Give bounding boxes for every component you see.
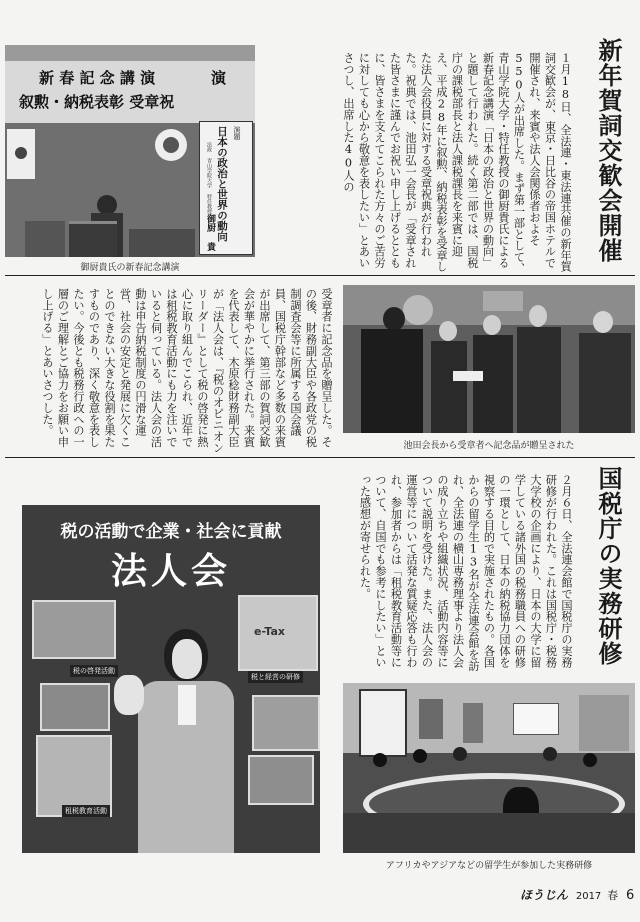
new-year-continued: 受章者に記念品を贈呈した。その後、財務副大臣や各政党の税制調査会等に所属する国会議員、国税庁幹部など多数の来賓が出席して、第三部の賀詞交歓会が華やかに挙行された。来賓を代表して、木原稔財務副大臣が「法人会は、『税のオピニオンリーダー』として税の啓発に熱心に取り組んでこられ、近年では租税教育活動にも力を注いでいると伺っている。法人会の活動は申告納税制度の円滑な運営、社会の安定と発展に欠くことのできない大きな役割を果たすものであり、深く敬意を表したい。今後とも税務行政への一層のご理解とご協力をお願い申し上げる」とあいさつした。	[41, 288, 333, 454]
page-footer	[520, 886, 635, 906]
lecture-sign-speaker: 御厨 貴	[205, 214, 215, 251]
houjinkai-ad	[22, 505, 320, 853]
podium	[69, 221, 117, 257]
training-caption: アフリカやアジアなどの留学生が参加した実務研修	[385, 861, 593, 871]
lecture-sign-affil: 法政 青山学院大学 特任教授	[206, 142, 212, 214]
divider-middle	[5, 457, 635, 458]
ad-label-3: 租税教育活動	[62, 805, 110, 817]
lecture-sign	[199, 121, 253, 255]
ad-name: 法人会	[110, 551, 231, 592]
lecture-caption: 御厨貴氏の新春記念講演	[80, 263, 180, 273]
ad-label-2: 税と経営の研修	[248, 671, 303, 683]
training-photo	[343, 683, 635, 853]
divider-top	[5, 275, 635, 276]
ad-label-1: 税の啓発活動	[70, 665, 118, 677]
training-body: ２月６日、全法連会館で国税庁の実務研修が行われた。これは国税庁・税務大学校の企画により、日本の大学に留学している諸外国の税務職員への研修の一環として、日本の納税協力団体を視察する目的で実施されたもの。各国からの留学生13名が全法連会館を訪れ、全法連の横山専務理事より法人会の成り立ちや組織状況、活動内容等について説明を受けた。また、法人会の運営等について活発な質疑応答も行われ、参加者からは「租税教育活動等について、自国でも参考にしたい」といった感想が寄せられた。	[358, 474, 573, 672]
lecture-banner-right: 演	[211, 69, 227, 87]
page-number: 6	[625, 888, 635, 903]
flag	[7, 129, 35, 179]
training-title: 国税庁の実務研修	[594, 466, 622, 666]
award-photo	[343, 285, 635, 433]
lecture-sign-title: 日本の政治と世界の動向	[216, 126, 228, 242]
speaker	[97, 195, 117, 215]
lecture-sign-small: 演題	[233, 126, 241, 140]
lecture-banner	[5, 61, 255, 123]
lecture-banner-line1: 新 春 記 念 講 演	[39, 69, 156, 87]
new-year-body: １月18日、全法連・東法連共催の新年賀詞交歓会が、東京・日比谷の帝国ホテルで開催され、来賓や法人会関係者およそ550人が出席した。まず第一部として、青山学院大学・特任教授の御厨貴氏による新春記念講演「日本の政治と世界の動向」と題して行われた。続く第二部では、国税庁の課税部長と法人課税課長を来賓に迎え、平成28年に叙勲、納税表彰を受章した法人会役員に対する受章祝典が行われた。祝典では、池田弘一会長が「受章された皆さまに謹んでお祝い申し上げるとともに、皆さまを支えてこられた方々のご苦労に対しても心から敬意を表したい」とあいさつし、出席した40人の	[342, 52, 572, 274]
ad-label-etax: e-Tax	[254, 625, 286, 638]
magazine-name: ほうじん	[520, 888, 569, 902]
footer-year: 2017	[575, 891, 602, 902]
lecture-photo	[5, 45, 255, 257]
new-year-title: 新年賀詞交歓会開催	[594, 38, 622, 263]
award-caption: 池田会長から受章者へ記念品が贈呈された	[403, 441, 575, 451]
footer-season: 春	[607, 889, 619, 902]
ad-headline: 税の活動で企業・社会に貢献	[60, 522, 282, 542]
emblem-icon	[155, 129, 187, 161]
lecture-banner-line2: 叙勲・納税表彰 受章祝	[19, 93, 175, 111]
